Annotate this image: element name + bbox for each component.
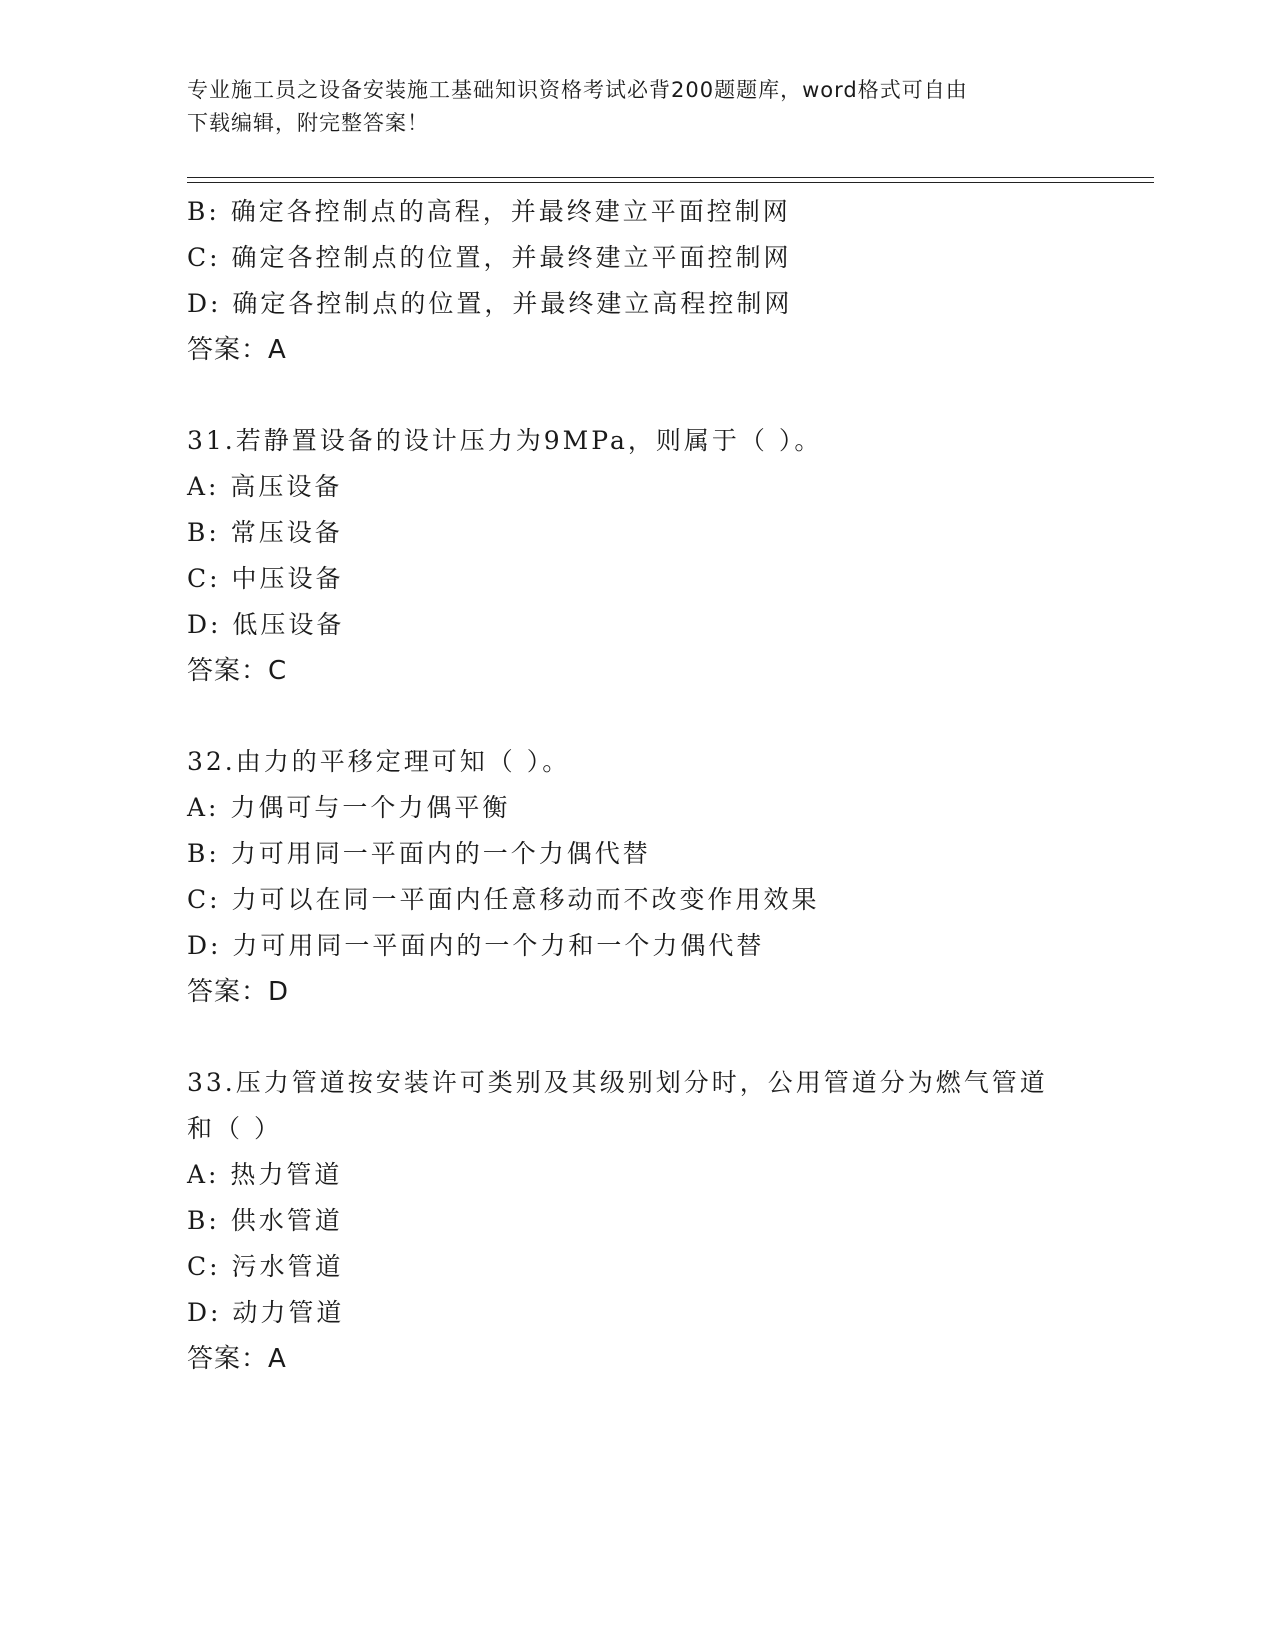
option-b: B: 确定各控制点的高程，并最终建立平面控制网 bbox=[187, 197, 791, 226]
header-title-line1: 专业施工员之设备安装施工基础知识资格考试必背200题题库，word格式可自由 bbox=[187, 78, 968, 102]
answer-line: 答案：D bbox=[187, 977, 290, 1007]
option-d: D: 确定各控制点的位置，并最终建立高程控制网 bbox=[187, 289, 793, 318]
option-c: C: 确定各控制点的位置，并最终建立平面控制网 bbox=[187, 243, 792, 272]
header-title-line2: 下载编辑，附完整答案！ bbox=[187, 111, 429, 135]
option-d: D: 力可用同一平面内的一个力和一个力偶代替 bbox=[187, 931, 765, 960]
header-divider-top bbox=[187, 177, 1154, 178]
question-30-tail bbox=[187, 189, 1147, 373]
question-32 bbox=[187, 739, 1147, 1015]
option-b: B: 常压设备 bbox=[187, 518, 343, 547]
option-c: C: 中压设备 bbox=[187, 564, 344, 593]
option-b: B: 力可用同一平面内的一个力偶代替 bbox=[187, 839, 651, 868]
option-c: C: 污水管道 bbox=[187, 1252, 344, 1281]
answer-line: 答案：A bbox=[187, 335, 287, 365]
answer-line: 答案：C bbox=[187, 656, 288, 686]
option-a: A: 力偶可与一个力偶平衡 bbox=[187, 793, 511, 822]
question-stem: 31.若静置设备的设计压力为9MPa，则属于（ ）。 bbox=[187, 426, 823, 455]
option-b: B: 供水管道 bbox=[187, 1206, 343, 1235]
question-stem-line2: 和（ ） bbox=[187, 1114, 282, 1143]
question-31 bbox=[187, 418, 1147, 694]
option-d: D: 动力管道 bbox=[187, 1298, 345, 1327]
header-divider-bottom bbox=[187, 182, 1154, 183]
answer-line: 答案：A bbox=[187, 1344, 287, 1374]
question-list bbox=[187, 189, 1147, 1382]
question-stem: 32.由力的平移定理可知（ ）。 bbox=[187, 747, 571, 776]
option-a: A: 热力管道 bbox=[187, 1160, 343, 1189]
question-stem-line1: 33.压力管道按安装许可类别及其级别划分时，公用管道分为燃气管道 bbox=[187, 1068, 1048, 1097]
option-d: D: 低压设备 bbox=[187, 610, 345, 639]
question-33 bbox=[187, 1060, 1147, 1382]
document-header bbox=[187, 74, 1067, 140]
option-a: A: 高压设备 bbox=[187, 472, 343, 501]
option-c: C: 力可以在同一平面内任意移动而不改变作用效果 bbox=[187, 885, 820, 914]
